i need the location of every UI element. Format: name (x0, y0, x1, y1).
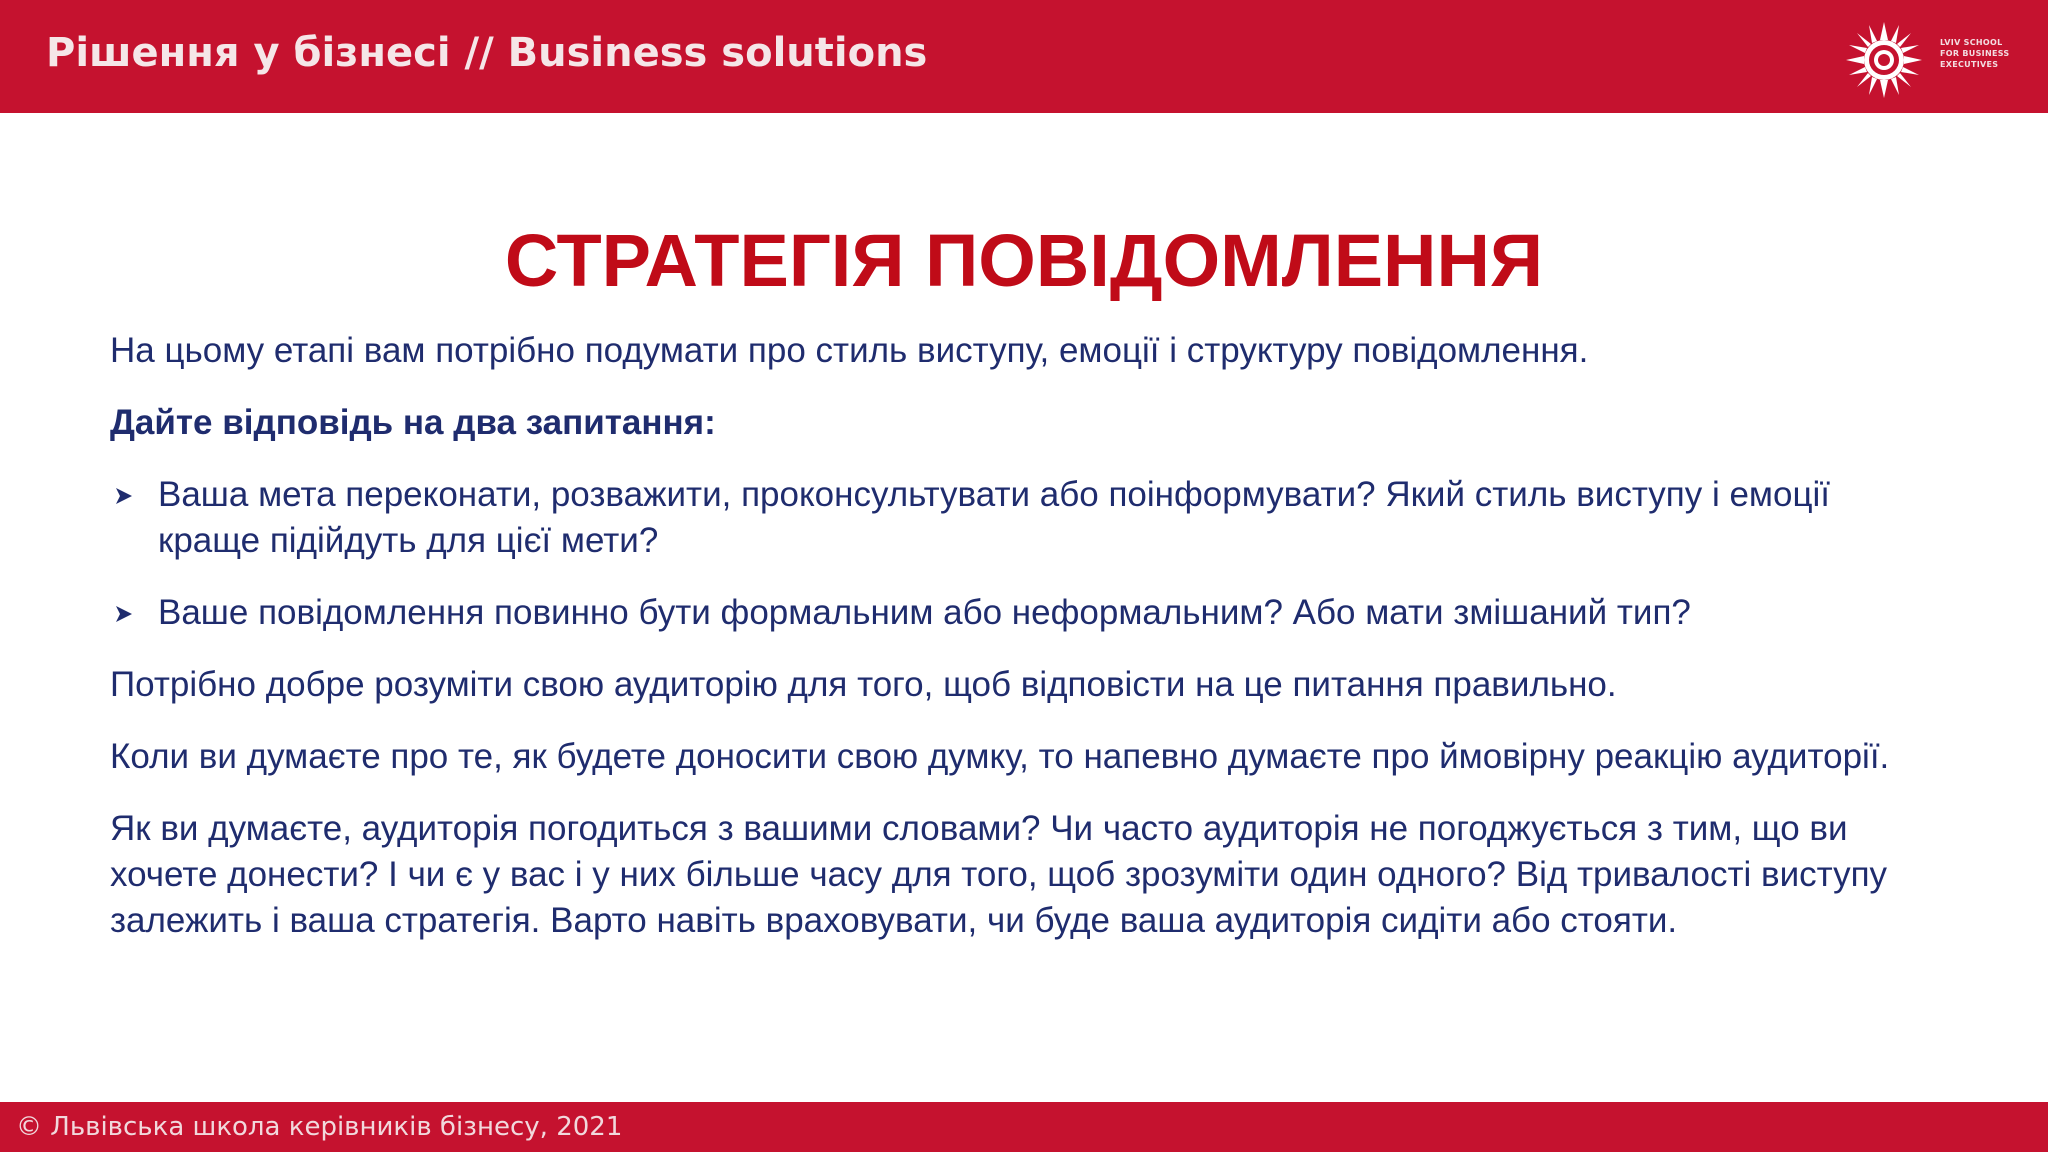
copyright-text: © Львівська школа керівників бізнесу, 2021 (16, 1112, 623, 1142)
bullet-item (110, 590, 1910, 636)
intro-paragraph: На цьому етапі вам потрібно подумати про стиль виступу, емоції і структуру повідомлення. (110, 331, 1589, 370)
body-paragraph: Потрібно добре розуміти свою аудиторію для того, щоб відповісти на це питання правильно. (110, 665, 1617, 704)
bullet-item (110, 472, 1910, 564)
arrowhead-bullet-icon (110, 590, 140, 636)
logo-line: LVIV SCHOOL (1940, 38, 2003, 47)
bullet-text: Ваше повідомлення повинно бути формальним або неформальним? Або мати змішаний тип? (158, 593, 1691, 632)
header-bar (0, 0, 2048, 113)
bullet-text: Ваша мета переконати, розважити, проконсультувати або поінформувати? Який стиль виступу і емоції краще підійдуть для цієї мети? (158, 475, 1830, 560)
body-paragraph: Як ви думаєте, аудиторія погодиться з вашими словами? Чи часто аудиторія не погоджується з тим, що ви хочете донести? І чи є у вас і у них більше часу для того, щоб зрозуміти один одного? Від тривалості виступу залежить і ваша стратегія. Варто навіть враховувати, чи буде ваша аудиторія сидіти або стояти. (110, 809, 1888, 940)
question-heading: Дайте відповідь на два запитання: (110, 403, 716, 442)
logo-text (1940, 37, 2009, 70)
logo-line: EXECUTIVES (1940, 60, 1999, 69)
body-paragraph: Коли ви думаєте про те, як будете доносити свою думку, то напевно думаєте про ймовірну реакцію аудиторії. (110, 737, 1890, 776)
arrowhead-bullet-icon (110, 472, 140, 518)
logo-line: FOR BUSINESS (1940, 49, 2010, 58)
header-title: Рішення у бізнесі // Business solutions (46, 30, 928, 76)
sun-logo-icon (1844, 20, 1924, 100)
slide-title: СТРАТЕГІЯ ПОВІДОМЛЕННЯ (504, 219, 1544, 302)
slide-body (110, 328, 1910, 970)
footer-bar (0, 1102, 2048, 1152)
